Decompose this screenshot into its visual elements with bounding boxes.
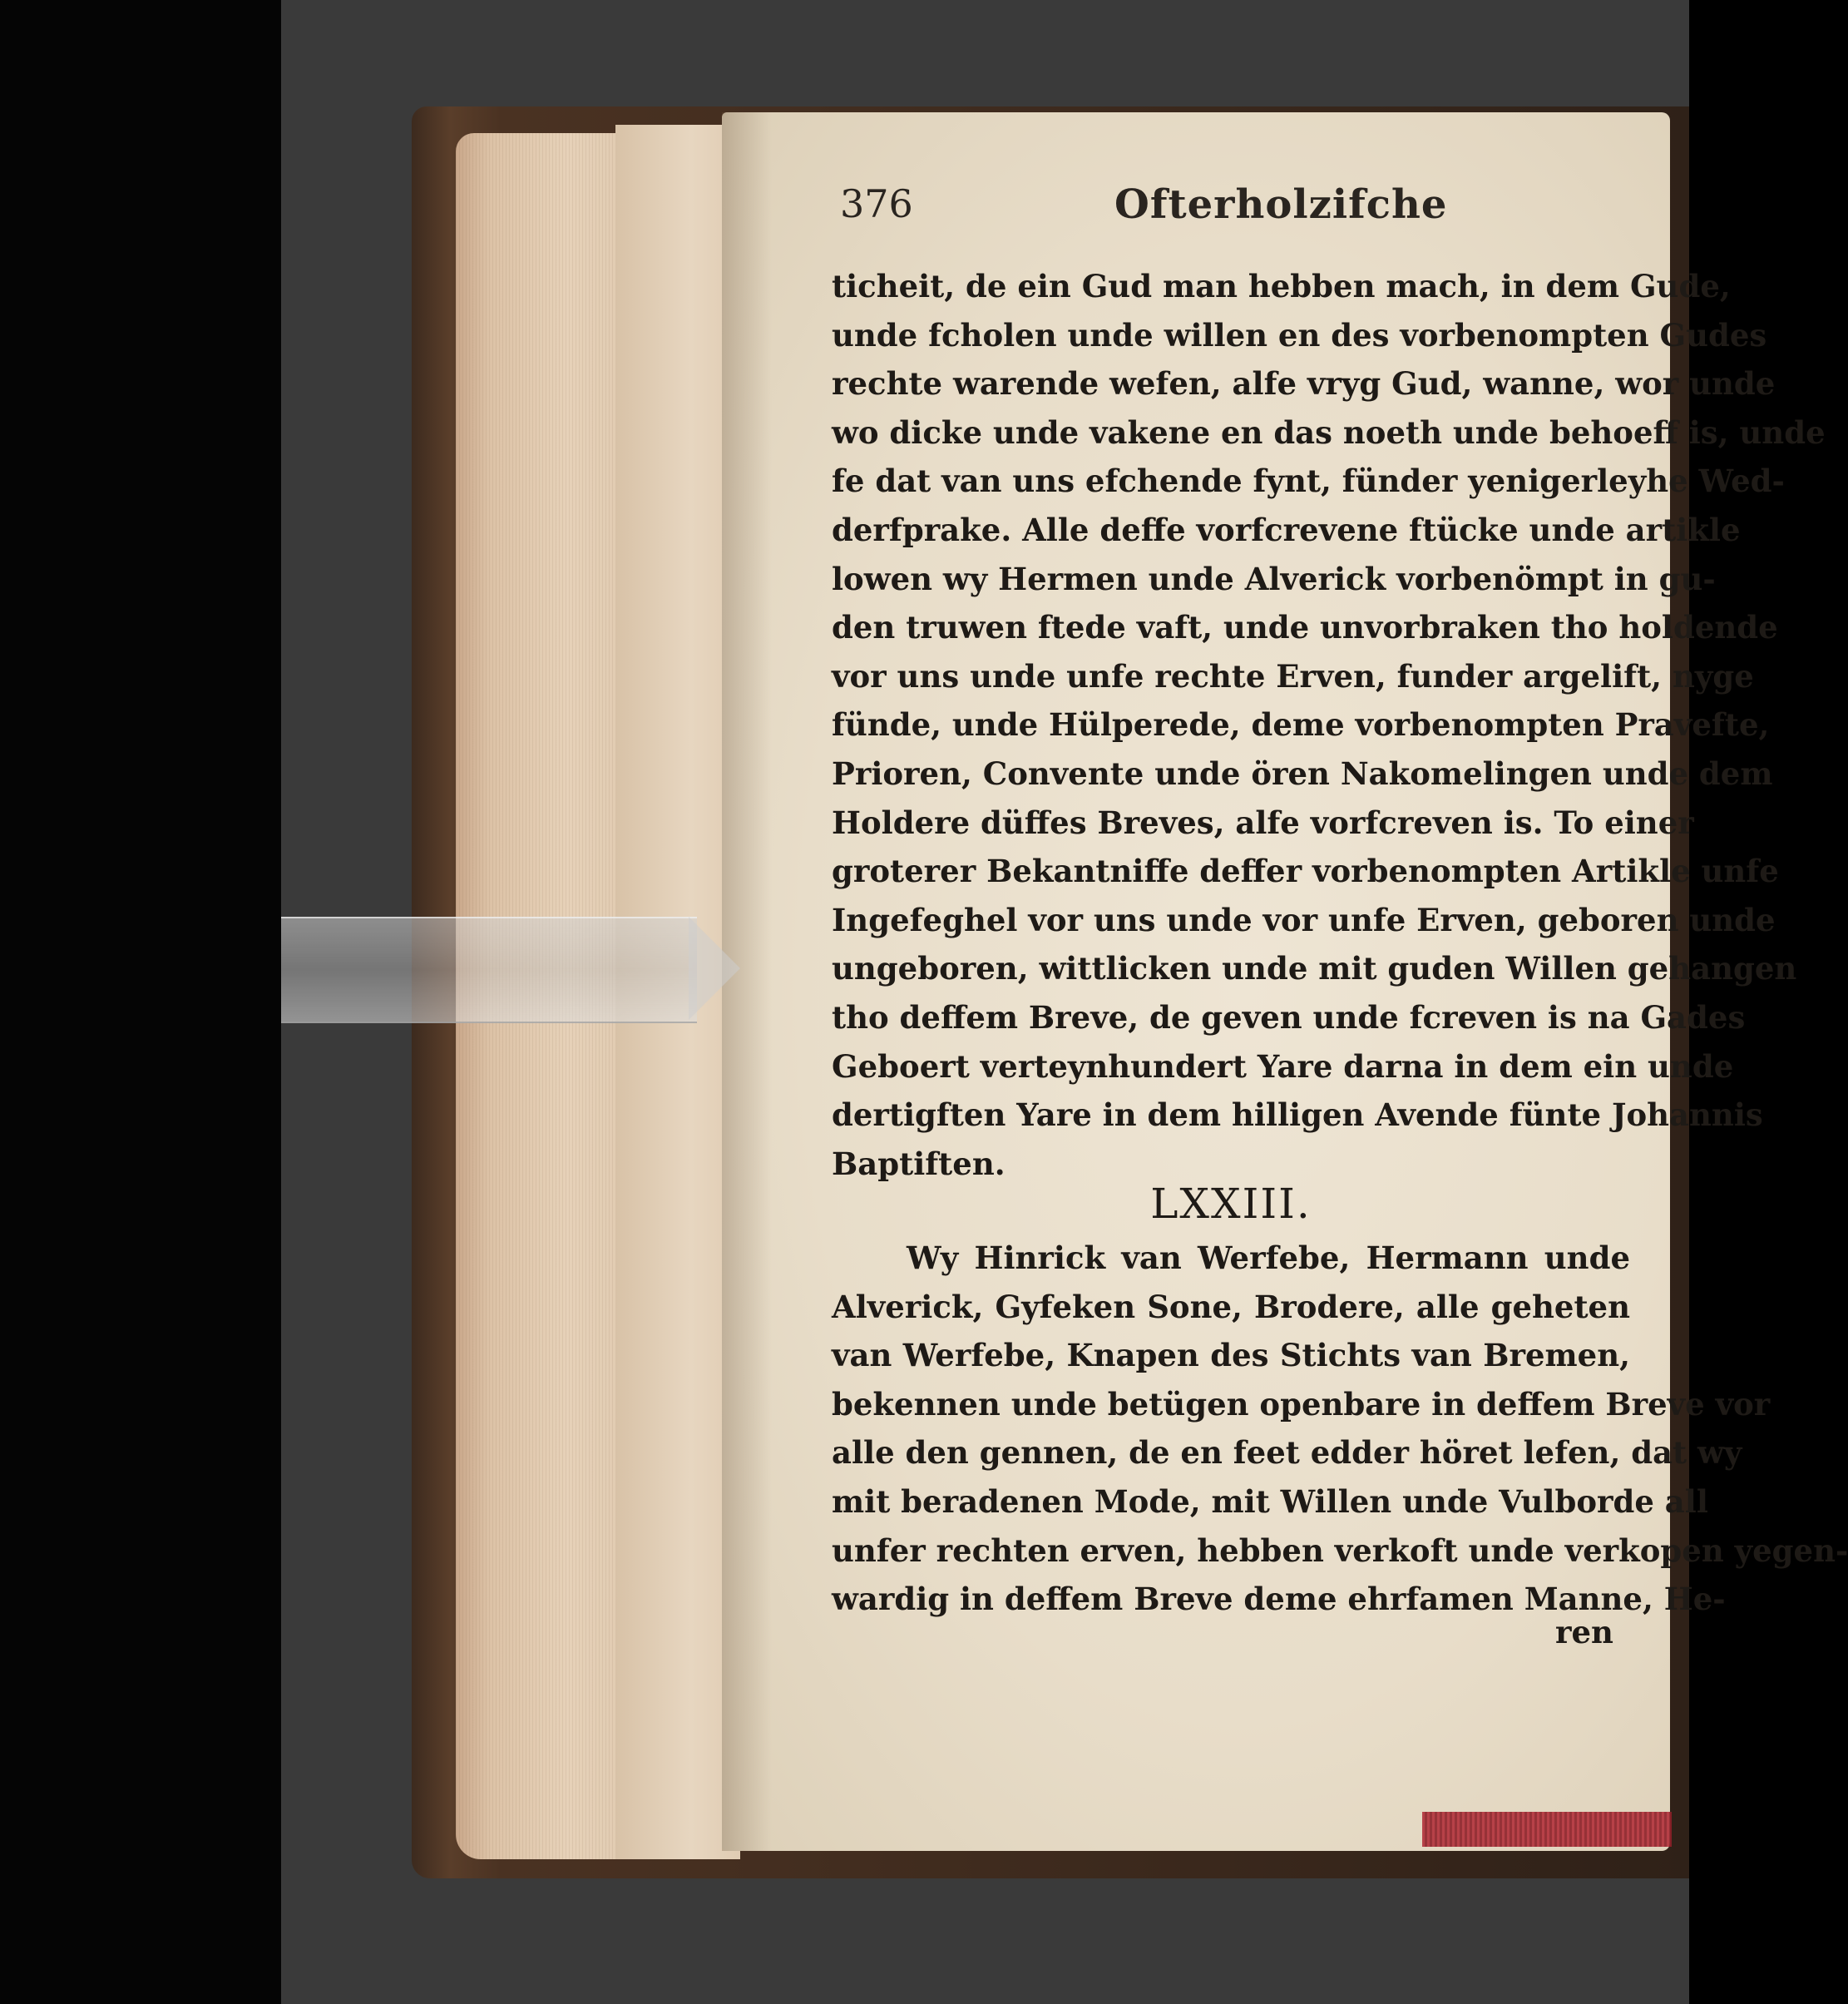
text-line: fe dat van uns efchende fynt, fünder yenigerleyhe Wed- <box>832 463 1785 500</box>
text-line: den truwen ftede vaft, unde unvorbraken tho holdende <box>832 609 1778 646</box>
text-line: tho deffem Breve, de geven unde fcreven is na Gades <box>832 998 1746 1036</box>
catchword: ren <box>1555 1614 1613 1650</box>
text-line: rechte warende wefen, alfe vryg Gud, wanne, wor unde <box>832 365 1776 403</box>
bookmark-tip <box>689 917 740 1020</box>
text-line: dertigften Yare in dem hilligen Avende fünte Johannis <box>832 1096 1763 1134</box>
text-block-1 <box>832 262 1826 1188</box>
text-line: Wy Hinrick van Werfebe, Hermann unde <box>907 1240 1630 1276</box>
text-line: wardig in deffem Breve deme ehrfamen Manne, He- <box>832 1581 1726 1618</box>
page-number: 376 <box>840 181 913 226</box>
text-line: Alverick, Gyfeken Sone, Brodere, alle geheten <box>832 1288 1630 1325</box>
text-line: derfprake. Alle deffe vorfcrevene ftücke unde artikle <box>832 511 1741 548</box>
text-line: Holdere düffes Breves, alfe vorfcreven is. To einer <box>832 804 1694 841</box>
running-title: Ofterholzifche <box>1114 181 1448 228</box>
text-line: vor uns unde unfe rechte Erven, funder argelift, nyge <box>832 657 1754 695</box>
text-line: lowen wy Hermen unde Alverick vorbenömpt in gu- <box>832 560 1716 597</box>
text-line: groterer Bekantniffe deffer vorbenompten Artikle unfe <box>832 853 1779 890</box>
text-line: Geboert verteynhundert Yare darna in dem ein unde <box>832 1047 1734 1085</box>
text-line: fünde, unde Hülperede, deme vorbenompten Pravefte, <box>832 706 1770 744</box>
text-line: wo dicke unde vakene en das noeth unde behoeff is, unde <box>832 413 1826 451</box>
bookmark-strip <box>281 917 697 1023</box>
text-line: unde fcholen unde willen en des vorbenompten Gudes <box>832 316 1767 354</box>
text-line: ungeboren, wittlicken unde mit guden Willen gehangen <box>832 950 1797 987</box>
left-backdrop <box>0 0 281 2004</box>
section-heading: LXXIII. <box>1150 1180 1312 1228</box>
text-line: alle den gennen, de en feet edder höret lefen, dat wy <box>832 1434 1742 1472</box>
running-head <box>840 181 1622 240</box>
text-line: ticheit, de ein Gud man hebben mach, in dem Gude, <box>832 268 1731 304</box>
ribbon-bookmark <box>1422 1812 1672 1847</box>
text-line: mit beradenen Mode, mit Willen unde Vulborde all <box>832 1482 1708 1520</box>
text-line: Ingefeghel vor uns unde vor unfe Erven, geboren unde <box>832 901 1776 938</box>
text-line: bekennen unde betügen openbare in deffem Breve vor <box>832 1385 1771 1423</box>
text-line: Baptiften. <box>832 1145 1006 1182</box>
text-line: unfer rechten erven, hebben verkoft unde verkopen yegen- <box>832 1531 1848 1569</box>
text-block-2 <box>832 1234 1848 1624</box>
text-line: Prioren, Convente unde ören Nakomelingen unde dem <box>832 755 1773 792</box>
text-line: van Werfebe, Knapen des Stichts van Bremen, <box>832 1337 1630 1374</box>
